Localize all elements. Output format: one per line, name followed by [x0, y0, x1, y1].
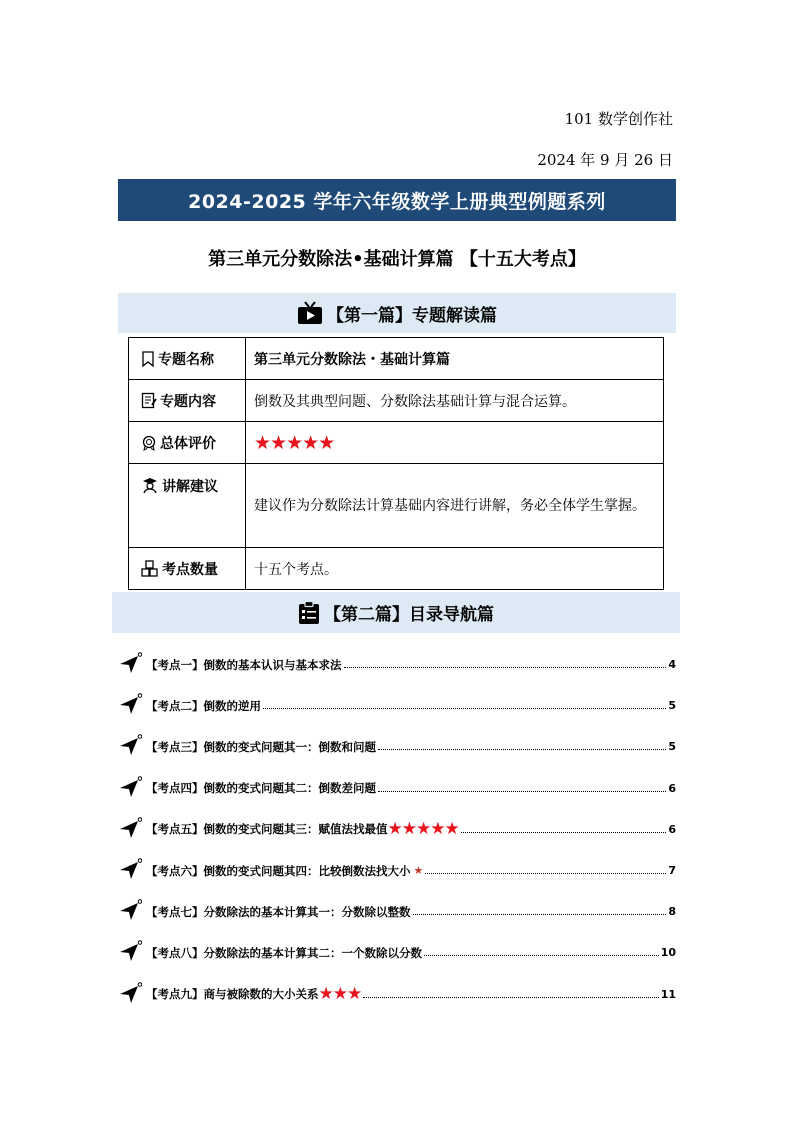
- toc-leader: [378, 791, 666, 792]
- teacher-icon: [141, 477, 159, 494]
- info-value: 十五个考点。: [246, 548, 664, 590]
- toc-leader: [424, 955, 659, 956]
- info-key-cell: [129, 338, 246, 380]
- section1-header: [118, 293, 676, 333]
- toc-leader: [378, 749, 666, 750]
- pointer-arrow-icon: [118, 817, 146, 842]
- pointer-arrow-icon: [118, 652, 146, 677]
- info-row-count: [129, 548, 664, 590]
- toc-item[interactable]: [118, 974, 676, 1015]
- toc-leader: [263, 708, 666, 709]
- toc-item[interactable]: [118, 685, 676, 726]
- toc-item[interactable]: [118, 850, 676, 891]
- blocks-icon: [141, 560, 159, 577]
- info-key: 总体评价: [160, 435, 216, 452]
- info-value-cell: [246, 422, 664, 464]
- toc-leader: [344, 667, 667, 668]
- info-key: 讲解建议: [162, 479, 218, 495]
- section1-title: 【第一篇】专题解读篇: [327, 305, 497, 326]
- info-value: 倒数及其典型问题、分数除法基础计算与混合运算。: [246, 380, 664, 422]
- pointer-arrow-icon: [118, 982, 146, 1007]
- info-value: 建议作为分数除法计算基础内容进行讲解，务必全体学生掌握。: [246, 464, 664, 548]
- info-row-advice: [129, 464, 664, 548]
- info-value: 第三单元分数除法・基础计算篇: [246, 338, 664, 380]
- info-row-name: [129, 338, 664, 380]
- toc-label: 【考点六】倒数的变式问题其四：比较倒数法找大小: [146, 863, 411, 878]
- toc-stars: ★★★★★: [387, 819, 459, 840]
- toc-label: 【考点一】倒数的基本认识与基本求法: [146, 657, 342, 672]
- medal-icon: [141, 435, 157, 451]
- pointer-arrow-icon: [118, 734, 146, 759]
- clipboard-icon: [298, 601, 320, 625]
- tv-icon: [297, 301, 323, 325]
- toc-leader: [413, 914, 667, 915]
- toc-label: 【考点九】商与被除数的大小关系: [146, 987, 319, 1002]
- toc-page: 4: [668, 658, 676, 672]
- toc-label: 【考点三】倒数的变式问题其一：倒数和问题: [146, 739, 376, 754]
- pointer-arrow-icon: [118, 776, 146, 801]
- info-key: 专题内容: [160, 393, 216, 410]
- toc-page: 11: [660, 987, 676, 1001]
- info-key-cell: [129, 380, 246, 422]
- pointer-arrow-icon: [118, 858, 146, 883]
- org-name: 101 数学创作社: [564, 110, 673, 128]
- toc-label: 【考点八】分数除法的基本计算其二：一个数除以分数: [146, 945, 422, 960]
- doc-date: 2024 年 9 月 26 日: [537, 151, 673, 169]
- toc-star: ★: [413, 864, 424, 878]
- toc-page: 5: [668, 699, 676, 713]
- toc-page: 6: [668, 781, 676, 795]
- banner-title: 2024-2025 学年六年级数学上册典型例题系列: [118, 179, 676, 221]
- toc-item[interactable]: [118, 768, 676, 809]
- toc-label: 【考点七】分数除法的基本计算其一：分数除以整数: [146, 904, 411, 919]
- bookmark-icon: [141, 351, 155, 367]
- info-table: [128, 337, 664, 590]
- toc-page: 8: [668, 905, 676, 919]
- pointer-arrow-icon: [118, 940, 146, 965]
- toc-page: 10: [660, 946, 676, 960]
- toc-page: 6: [668, 822, 676, 836]
- toc-item[interactable]: [118, 726, 676, 767]
- toc-page: 5: [668, 740, 676, 754]
- info-key: 专题名称: [158, 351, 214, 368]
- section2-header: [112, 592, 680, 633]
- toc-item[interactable]: [118, 809, 676, 850]
- toc-list: [118, 644, 676, 1015]
- pointer-arrow-icon: [118, 693, 146, 718]
- rating-stars: ★★★★★: [254, 431, 335, 454]
- info-row-rating: [129, 422, 664, 464]
- toc-leader: [425, 873, 666, 874]
- info-row-content: [129, 380, 664, 422]
- toc-stars: ★★★: [318, 984, 362, 1005]
- toc-label: 【考点四】倒数的变式问题其二：倒数差问题: [146, 781, 376, 796]
- toc-item[interactable]: [118, 644, 676, 685]
- toc-leader: [363, 997, 658, 998]
- section2-title: 【第二篇】目录导航篇: [324, 605, 494, 625]
- toc-item[interactable]: [118, 891, 676, 932]
- toc-label: 【考点五】倒数的变式问题其三：赋值法找最值: [146, 822, 388, 837]
- pointer-arrow-icon: [118, 899, 146, 924]
- info-key-cell: [129, 422, 246, 464]
- info-key-cell: [129, 548, 246, 590]
- toc-item[interactable]: [118, 932, 676, 973]
- toc-page: 7: [668, 864, 676, 878]
- toc-leader: [461, 832, 667, 833]
- info-key: 考点数量: [162, 561, 218, 578]
- document-icon: [141, 392, 157, 409]
- page-subtitle: 第三单元分数除法•基础计算篇 【十五大考点】: [208, 249, 586, 270]
- info-key-cell: [129, 464, 246, 548]
- toc-label: 【考点二】倒数的逆用: [146, 698, 261, 713]
